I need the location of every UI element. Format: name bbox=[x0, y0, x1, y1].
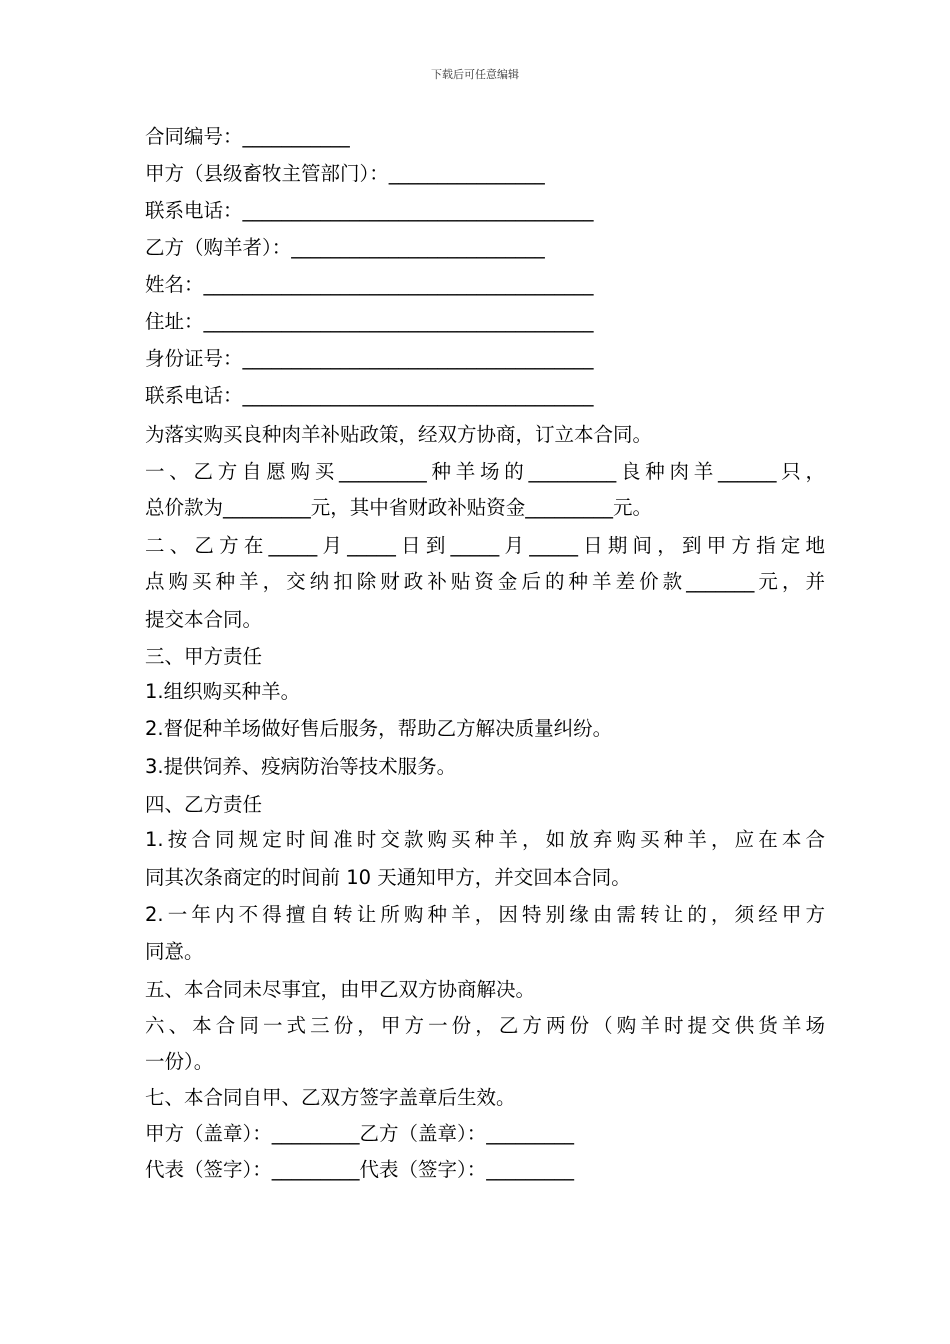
party-a-line: 甲方（县级畜牧主管部门）：________________ bbox=[145, 162, 545, 185]
clause-7: 七、本合同自甲、乙双方签字盖章后生效。 bbox=[145, 1086, 516, 1109]
id-number-line: 身份证号：____________________________________ bbox=[145, 347, 594, 370]
clause-1-line-1: 一、乙方自愿购买_________种羊场的_________良种肉羊______只， bbox=[145, 460, 825, 483]
header-note: 下载后可任意编辑 bbox=[431, 68, 519, 81]
preamble-paragraph: 为落实购买良种肉羊补贴政策，经双方协商，订立本合同。 bbox=[145, 423, 653, 446]
signature-line: 代表（签字）：_________代表（签字）：_________ bbox=[145, 1158, 575, 1181]
clause-5: 五、本合同未尽事宜，由甲乙双方协商解决。 bbox=[145, 978, 536, 1001]
clause-6-line-2: 一份）。 bbox=[145, 1050, 214, 1073]
party-b-duty-1-line-2: 同其次条商定的时间前 10 天通知甲方，并交回本合同。 bbox=[145, 866, 631, 889]
party-b-duties-heading: 四、乙方责任 bbox=[145, 793, 263, 816]
contract-number-line: 合同编号：___________ bbox=[145, 125, 350, 148]
address-line: 住址：________________________________________ bbox=[145, 310, 594, 333]
party-a-duties-heading: 三、甲方责任 bbox=[145, 645, 263, 668]
party-a-duty-2: 2.督促种羊场做好售后服务，帮助乙方解决质量纠纷。 bbox=[145, 717, 613, 740]
clause-2-line-1: 二、乙方在_____月_____日到_____月_____日期间，到甲方指定地 bbox=[145, 534, 825, 557]
party-b-duty-1-line-1: 1.按合同规定时间准时交款购买种羊，如放弃购买种羊，应在本合 bbox=[145, 828, 825, 851]
clause-6-line-1: 六、本合同一式三份，甲方一份，乙方两份（购羊时提交供货羊场 bbox=[145, 1014, 825, 1037]
party-b-phone-line: 联系电话：____________________________________ bbox=[145, 384, 594, 407]
party-b-duty-2-line-2: 同意。 bbox=[145, 940, 204, 963]
seal-line: 甲方（盖章）：_________乙方（盖章）：_________ bbox=[145, 1122, 575, 1145]
party-b-duty-2-line-1: 2.一年内不得擅自转让所购种羊，因特别缘由需转让的，须经甲方 bbox=[145, 903, 825, 926]
party-a-duty-1: 1.组织购买种羊。 bbox=[145, 680, 301, 703]
name-line: 姓名：________________________________________ bbox=[145, 273, 594, 296]
party-a-duty-3: 3.提供饲养、疫病防治等技术服务。 bbox=[145, 755, 457, 778]
clause-1-line-2: 总价款为_________元，其中省财政补贴资金_________元。 bbox=[145, 496, 653, 519]
clause-2-line-3: 提交本合同。 bbox=[145, 608, 263, 631]
clause-2-line-2: 点购买种羊，交纳扣除财政补贴资金后的种羊差价款_______元，并 bbox=[145, 570, 825, 593]
party-a-phone-line: 联系电话：____________________________________ bbox=[145, 199, 594, 222]
party-b-line: 乙方（购羊者）：__________________________ bbox=[145, 236, 545, 259]
